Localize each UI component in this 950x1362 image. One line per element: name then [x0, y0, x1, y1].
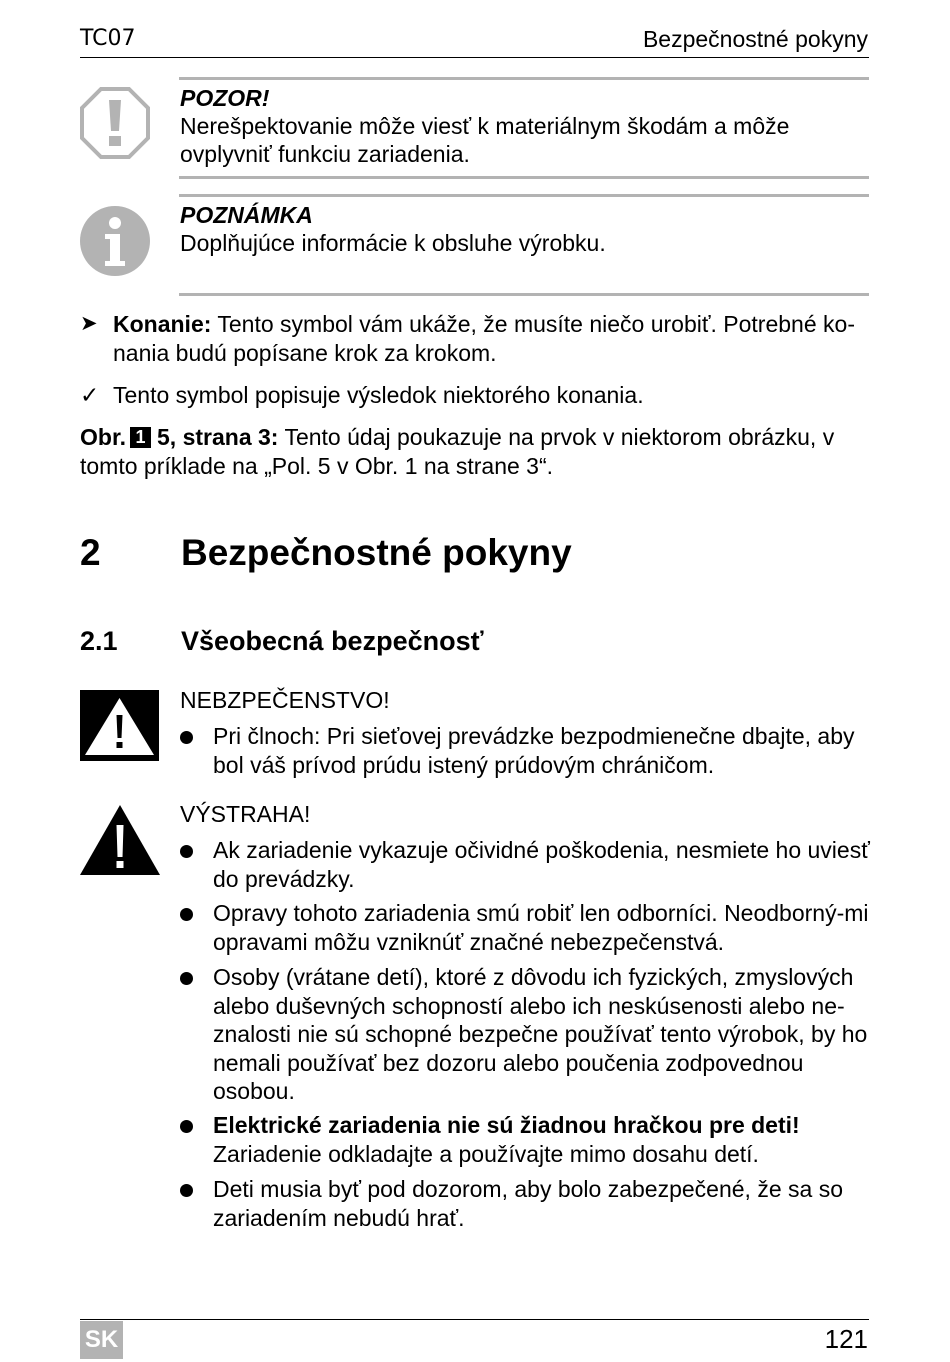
- section-number: 2.1: [80, 626, 118, 656]
- warning-list-item: [180, 963, 870, 1106]
- figure-number-box: 1: [130, 427, 151, 448]
- bullet-icon: [180, 908, 193, 921]
- warning-item-text: Deti musia byť pod dozorom, aby bolo zabezpečené, že sa so zariadením nebudú hrať.: [213, 1176, 843, 1231]
- warning-triangle-icon: [80, 805, 160, 875]
- warning-title: VÝSTRAHA!: [180, 801, 311, 827]
- warning-item-text: Osoby (vrátane detí), ktoré z dôvodu ich fyzických, zmyslových alebo duševných schopností alebo ich neskúsenosti alebo ne-znalosti nie sú schopné bezpečne používať tento výrobok, by ho nemali používať bez dozoru alebo poučenia zodpovednou osobou.: [213, 964, 868, 1104]
- action-line-2: nania budú popísane krok za krokom.: [113, 339, 497, 366]
- caution-octagon-icon: [80, 87, 150, 159]
- result-description: Tento symbol popisuje výsledok niektorého konania.: [113, 382, 644, 408]
- language-badge: SK: [80, 1321, 123, 1359]
- figure-reference: [80, 423, 875, 480]
- section-heading: [80, 626, 484, 657]
- warning-item-content: [213, 1111, 870, 1168]
- bullet-icon: [180, 731, 193, 744]
- warning-list-item: [180, 1111, 870, 1168]
- checkmark-icon: ✓: [80, 382, 100, 408]
- figure-line-2: tomto príklade na „Pol. 5 v Obr. 1 na strane 3“.: [80, 452, 554, 479]
- chapter-title: Bezpečnostné pokyny: [181, 532, 572, 573]
- caution-text: Nerešpektovanie môže viesť k materiálnym škodám a môže ovplyvniť funkciu zariadenia.: [180, 113, 790, 167]
- action-description: [113, 310, 873, 367]
- note-title: POZNÁMKA: [180, 202, 313, 228]
- figure-line-1: Tento údaj poukazuje na prvok v niektorom obrázku, v: [284, 424, 835, 450]
- warning-list-item: [180, 836, 870, 893]
- chapter-heading: [80, 532, 572, 574]
- header-divider: [80, 57, 869, 58]
- figure-label: Obr.: [80, 424, 127, 450]
- model-name: TC07: [80, 26, 136, 51]
- note-bottom-rule: [179, 293, 869, 296]
- figure-position-label: 5, strana 3:: [157, 424, 279, 450]
- footer-divider: [80, 1319, 869, 1320]
- page-number: 121: [824, 1324, 868, 1354]
- danger-list-item: [180, 722, 870, 779]
- note-text: Doplňujúce informácie k obsluhe výrobku.: [180, 230, 606, 256]
- bullet-icon: [180, 972, 193, 985]
- danger-title: NEBZPEČENSTVO!: [180, 687, 390, 713]
- note-top-rule: [179, 194, 869, 197]
- bullet-icon: [180, 1184, 193, 1197]
- danger-warning-icon: [80, 690, 159, 761]
- action-line-1: Tento symbol vám ukáže, že musíte niečo urobiť. Potrebné ko-: [217, 311, 855, 337]
- caution-top-rule: [179, 77, 869, 80]
- danger-item-text: Pri člnoch: Pri sieťovej prevádzke bezpodmienečne dbajte, aby bol váš prívod prúdu istený prúdovým chráničom.: [213, 723, 855, 778]
- chapter-number: 2: [80, 532, 101, 573]
- action-label: Konanie:: [113, 311, 212, 337]
- warning-item-text: Zariadenie odkladajte a používajte mimo dosahu detí.: [213, 1140, 759, 1167]
- bullet-icon: [180, 1120, 193, 1133]
- warning-list-item: [180, 1175, 870, 1232]
- info-icon: [80, 206, 150, 276]
- bullet-icon: [180, 845, 193, 858]
- caution-title: POZOR!: [180, 85, 270, 111]
- header-section-title: Bezpečnostné pokyny: [642, 26, 868, 52]
- warning-item-bold: Elektrické zariadenia nie sú žiadnou hračkou pre deti!: [213, 1112, 800, 1138]
- warning-item-text: Opravy tohoto zariadenia smú robiť len odborníci. Neodborný-mi opravami môžu vzniknúť značné nebezpečenstvá.: [213, 900, 869, 955]
- caution-bottom-rule: [179, 176, 869, 179]
- warning-item-text: Ak zariadenie vykazuje očividné poškodenia, nesmiete ho uviesť do prevádzky.: [213, 837, 870, 892]
- action-arrow-icon: ➤: [80, 312, 98, 335]
- section-title: Všeobecná bezpečnosť: [181, 626, 484, 656]
- warning-list-item: [180, 899, 870, 956]
